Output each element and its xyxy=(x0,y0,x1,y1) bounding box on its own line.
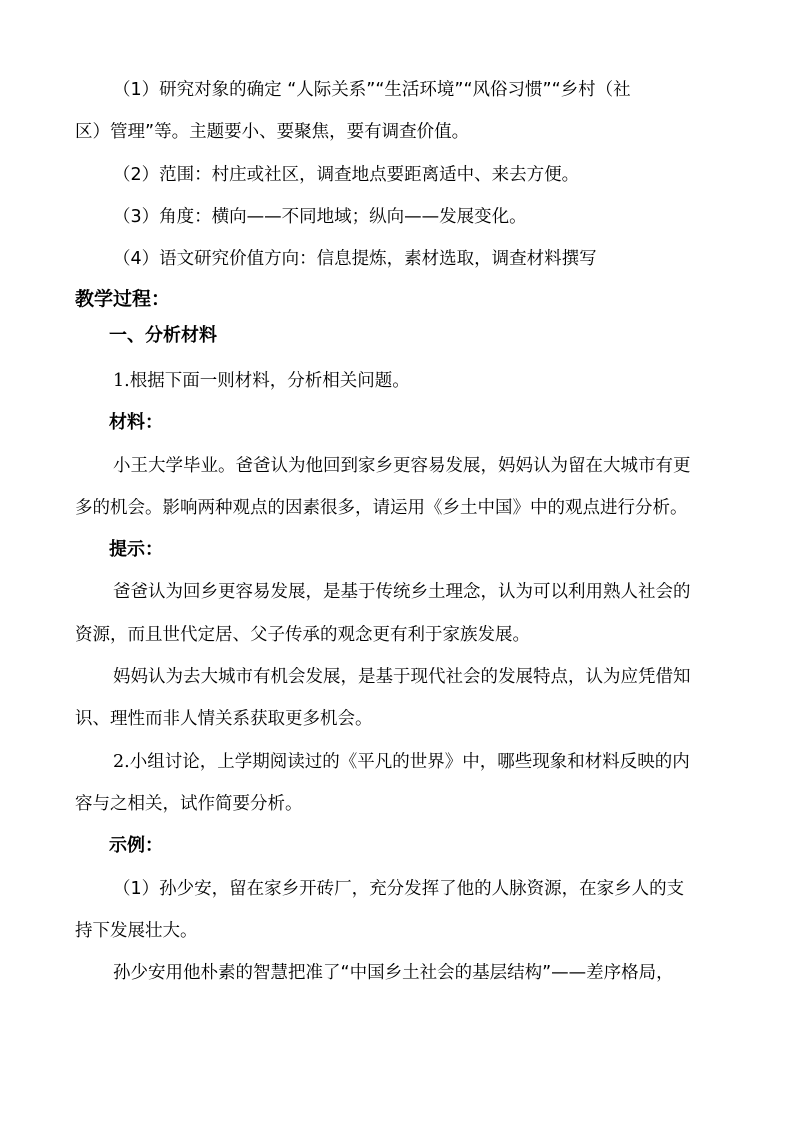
teaching-process-heading: 教学过程： xyxy=(75,288,171,310)
hint-paragraph-1-line-1: 爸爸认为回乡更容易发展，是基于传统乡土理念，认为可以利用熟人社会的 xyxy=(113,582,691,602)
scope-item-2: （2）范围：村庄或社区，调查地点要距离适中、来去方便。 xyxy=(113,165,580,185)
scope-item-1-line-1: （1）研究对象的确定 “人际关系”“生活环境”“风俗习惯”“乡村（社 xyxy=(113,80,631,100)
example-label: 示例： xyxy=(109,835,163,856)
scope-item-3: （3）角度：横向——不同地域；纵向——发展变化。 xyxy=(113,207,527,227)
task-1: 1.根据下面一则材料，分析相关问题。 xyxy=(113,371,410,391)
material-line-1: 小王大学毕业。爸爸认为他回到家乡更容易发展，妈妈认为留在大城市有更 xyxy=(113,456,691,476)
hint-paragraph-2-line-1: 妈妈认为去大城市有机会发展，是基于现代社会的发展特点，认为应凭借知 xyxy=(113,667,691,687)
hint-label: 提示： xyxy=(109,539,163,560)
task-2-line-2: 容与之相关，试作简要分析。 xyxy=(75,794,303,814)
material-label: 材料： xyxy=(109,412,163,433)
scope-item-1-line-2: 区）管理”等。主题要小、要聚焦，要有调查价值。 xyxy=(75,122,470,142)
task-2-line-1: 2.小组讨论，上学期阅读过的《平凡的世界》中，哪些现象和材料反映的内 xyxy=(113,752,690,772)
material-line-2: 多的机会。影响两种观点的因素很多，请运用《乡土中国》中的观点进行分析。 xyxy=(75,498,688,518)
example-1-line-2: 持下发展壮大。 xyxy=(75,921,198,941)
hint-paragraph-1-line-2: 资源，而且世代定居、父子传承的观念更有利于家族发展。 xyxy=(75,625,530,645)
scope-item-4: （4）语文研究价值方向：信息提炼，素材选取，调查材料撰写 xyxy=(113,249,597,269)
example-1-line-1: （1）孙少安，留在家乡开砖厂，充分发挥了他的人脉资源，在家乡人的支 xyxy=(113,879,685,899)
example-1-line-3: 孙少安用他朴素的智慧把准了“中国乡土社会的基层结构”——差序格局， xyxy=(113,963,674,983)
section-1-title: 一、分析材料 xyxy=(109,325,217,346)
hint-paragraph-2-line-2: 识、理性而非人情关系获取更多机会。 xyxy=(75,709,373,729)
